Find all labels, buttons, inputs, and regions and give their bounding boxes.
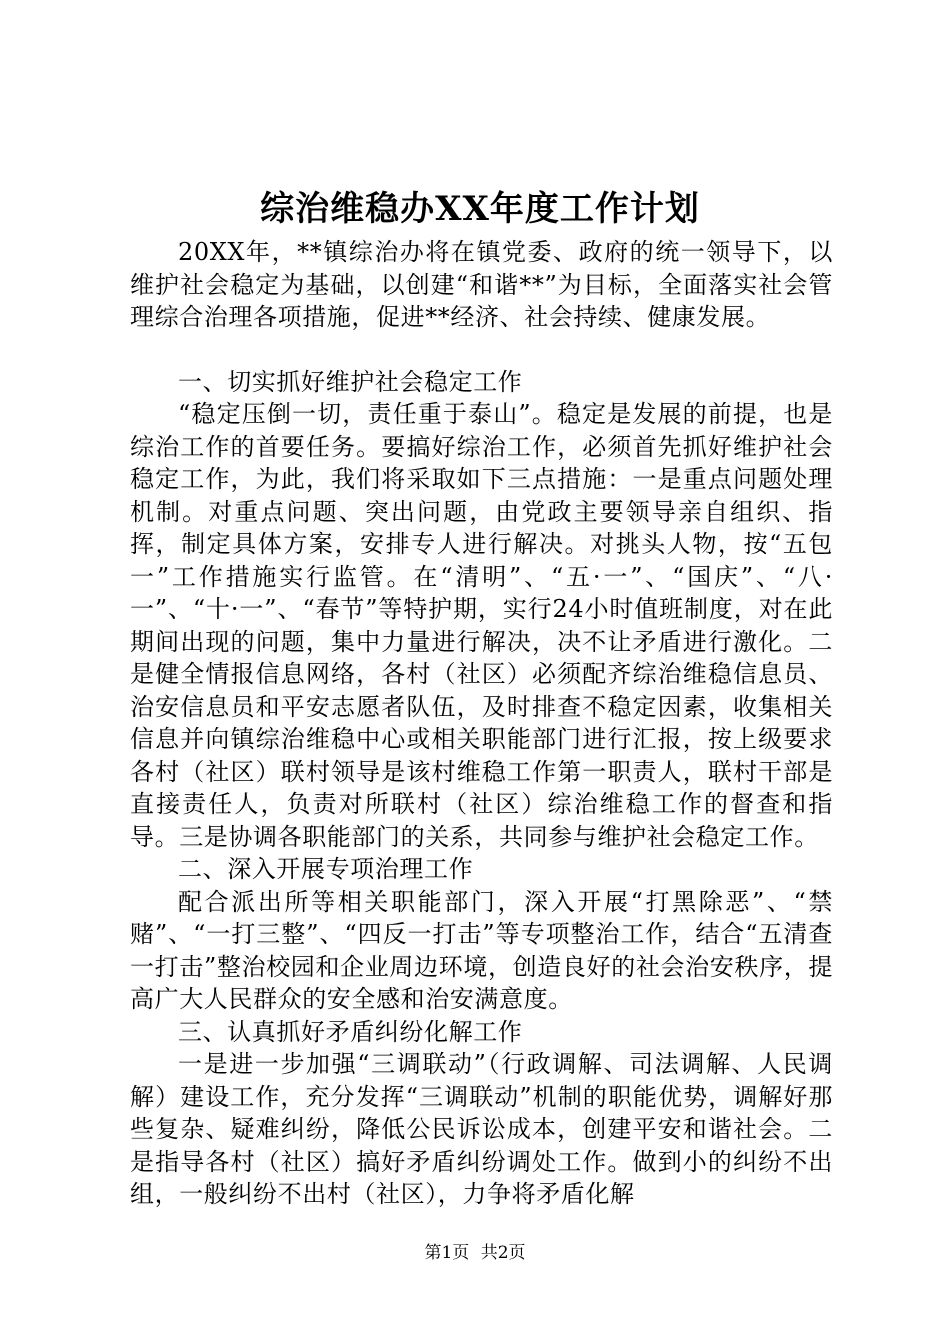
document-title: 综治维稳办XX年度工作计划: [260, 189, 700, 229]
section-body-1: “稳定压倒一切，责任重于泰山”。稳定是发展的前提，也是综治工作的首要任务。要搞好综治工作，必须首先抓好维护社会稳定工作，为此，我们将采取如下三点措施：一是重点问题处理机制。对重点问题、突出问题，由党政主要领导亲自组织、指挥，制定具体方案，安排专人进行解决。对挑头人物，按“五包一”工作措施实行监管。在“清明”、“五·一”、“国庆”、“八·一”、“十·一”、“春节”等特护期，实行24小时值班制度，对在此期间出现的问题，集中力量进行解决，决不让矛盾进行激化。二是健全情报信息网络，各村（社区）必须配齐综治维稳信息员、治安信息员和平安志愿者队伍，及时排查不稳定因素，收集相关信息并向镇综治维稳中心或相关职能部门进行汇报，按上级要求各村（社区）联村领导是该村维稳工作第一职责人，联村干部是直接责任人，负责对所联村（社区）综治维稳工作的督查和指导。三是协调各职能部门的关系，共同参与维护社会稳定工作。: [130, 400, 833, 851]
intro-paragraph: 20XX年，**镇综治办将在镇党委、政府的统一领导下，以维护社会稳定为基础，以创建“和谐**”为目标，全面落实社会管理综合治理各项措施，促进**经济、社会持续、健康发展。: [130, 238, 833, 331]
page-number-current: 第1页: [424, 1243, 470, 1263]
page-footer: [0, 1241, 950, 1265]
page-number-total: 共2页: [480, 1243, 526, 1263]
section-heading-3: 三、认真抓好矛盾纠纷化解工作: [178, 1017, 523, 1046]
section-heading-1: 一、切实抓好维护社会稳定工作: [178, 367, 523, 396]
section-body-3: 一是进一步加强“三调联动”（行政调解、司法调解、人民调解）建设工作，充分发挥“三调联动”机制的职能优势，调解好那些复杂、疑难纠纷，降低公民诉讼成本，创建平安和谐社会。二是指导各村（社区）搞好矛盾纠纷调处工作。做到小的纠纷不出组，一般纠纷不出村（社区），力争将矛盾化解: [130, 1050, 833, 1208]
document-body: [130, 236, 833, 1211]
section-heading-2: 二、深入开展专项治理工作: [178, 855, 474, 883]
section-body-2: 配合派出所等相关职能部门，深入开展“打黑除恶”、“禁赌”、“一打三整”、“四反一打击”等专项整治工作，结合“五清查一打击”整治校园和企业周边环境，创造良好的社会治安秩序，提高广大人民群众的安全感和治安满意度。: [130, 887, 833, 1013]
